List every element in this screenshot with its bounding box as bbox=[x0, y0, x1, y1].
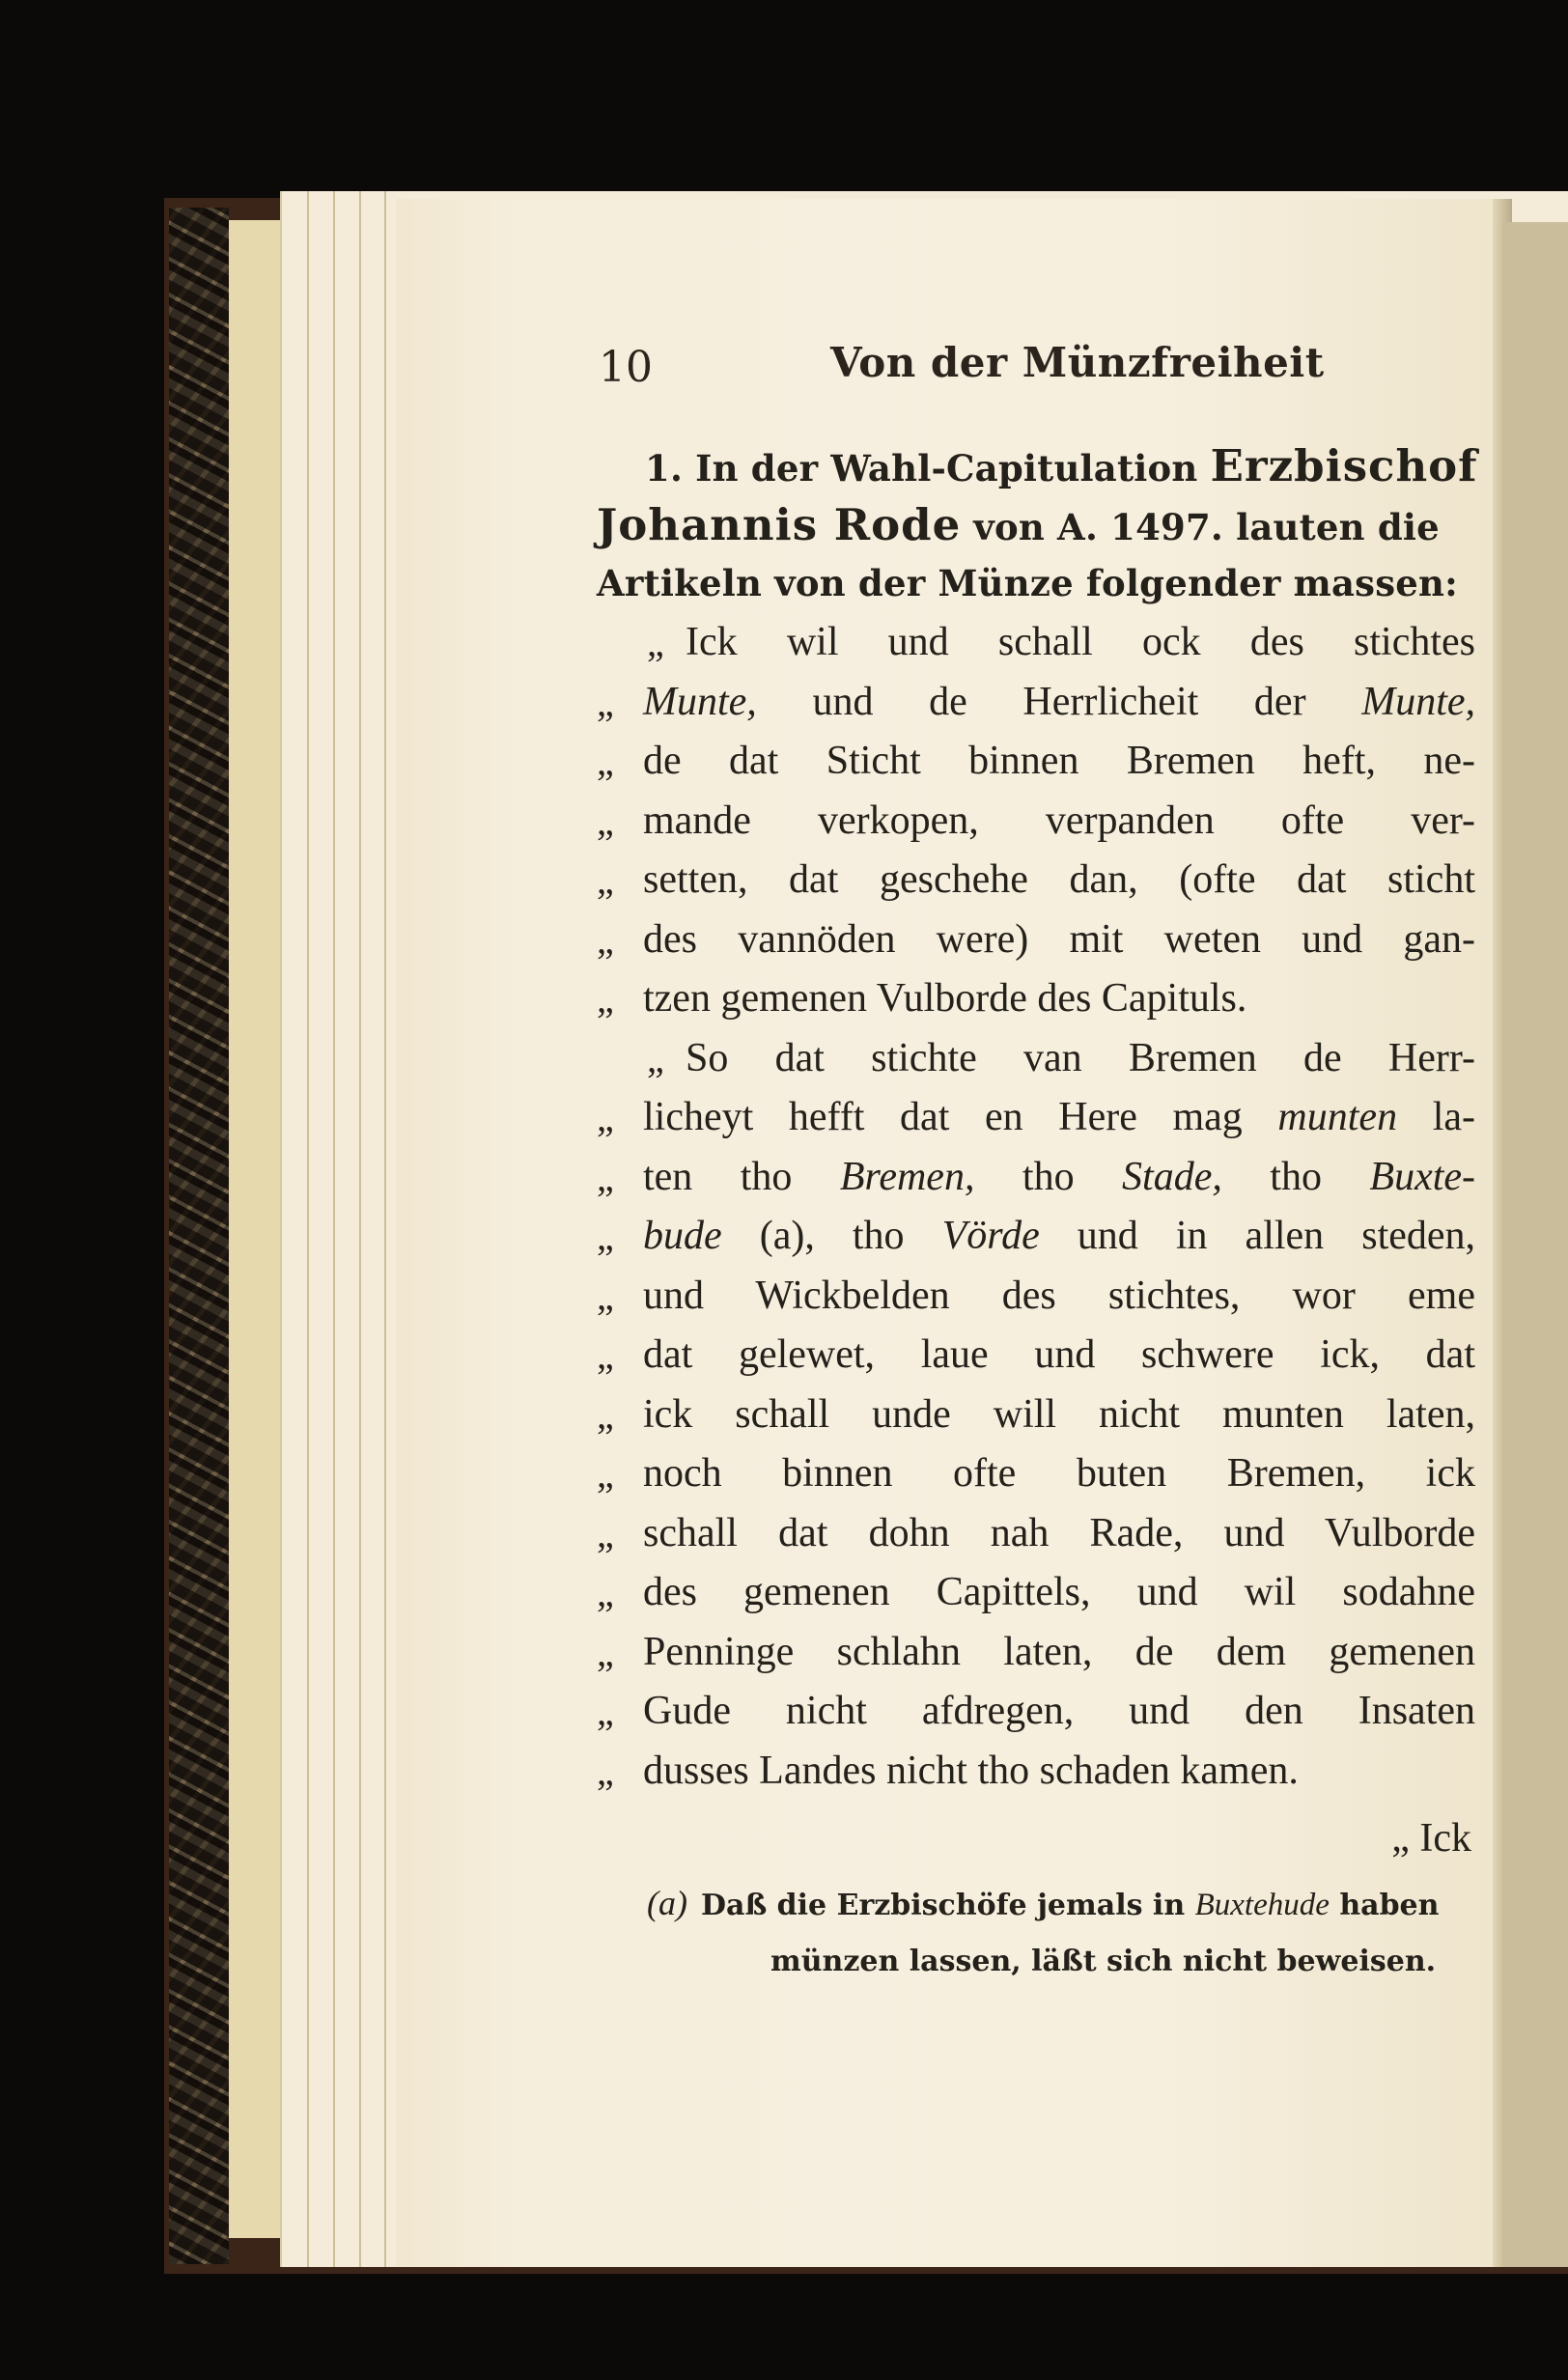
page-header bbox=[0, 339, 1483, 401]
quote-line: „ Gude nicht afdregen, und den Insaten bbox=[597, 1689, 1475, 1733]
quote-line: „ mande verkopen, verpanden ofte ver- bbox=[597, 798, 1475, 843]
quote-line: „ bude (a), tho Vörde und in allen steden, bbox=[597, 1214, 1476, 1258]
quote-line: „ und Wickbelden des stichtes, wor eme bbox=[597, 1273, 1475, 1318]
quote-line: „ licheyt hefft dat en Here mag munten la- bbox=[597, 1095, 1475, 1139]
footnote-mark: (a) bbox=[647, 1884, 687, 1922]
quote-line: „ setten, dat geschehe dan, (ofte dat sticht bbox=[597, 857, 1475, 902]
running-head: Von der Münzfreiheit bbox=[830, 339, 1325, 386]
intro-emphasis: Erzbischof bbox=[1210, 440, 1478, 491]
quote-line: „ Munte, und de Herrlicheit der Munte, bbox=[597, 679, 1476, 724]
quote-line: „ tzen gemenen Vulborde des Capituls. bbox=[597, 976, 1247, 1021]
quote-line: „ dat gelewet, laue und schwere ick, dat bbox=[597, 1332, 1475, 1377]
page-stack-line bbox=[307, 191, 309, 2267]
intro-line bbox=[597, 436, 1478, 495]
intro-line bbox=[597, 495, 1475, 554]
quote-line: „ de dat Sticht binnen Bremen heft, ne- bbox=[597, 739, 1475, 783]
quote-line: „ Ick wil und schall ock des stichtes bbox=[647, 620, 1475, 664]
catchword: „ Ick bbox=[1391, 1816, 1471, 1861]
quote-line: „ ick schall unde will nicht munten laten, bbox=[597, 1391, 1475, 1437]
intro-text: Artikeln von der Münze folgender massen: bbox=[597, 562, 1458, 604]
footnote-continuation: münzen lassen, läßt sich nicht beweisen. bbox=[770, 1945, 1437, 1978]
quote-line: „ des vannöden were) mit weten und gan- bbox=[597, 916, 1475, 962]
quote-line: „ schall dat dohn nah Rade, und Vulborde bbox=[597, 1510, 1475, 1555]
page-stack-line bbox=[359, 191, 361, 2267]
body-text bbox=[597, 436, 1478, 1987]
page-number: 10 bbox=[599, 343, 653, 392]
page-stack-line bbox=[384, 191, 386, 2267]
intro-text: von A. 1497. lauten die bbox=[961, 506, 1440, 548]
quote-line: „ ten tho Bremen, tho Stade, tho Buxte- bbox=[597, 1154, 1476, 1199]
intro-line bbox=[597, 554, 1475, 613]
intro-emphasis: Johannis Rode bbox=[597, 499, 962, 550]
quote-line: „ Penninge schlahn laten, de dem gemenen bbox=[597, 1629, 1475, 1674]
intro-text: 1. In der Wahl-Capitulation bbox=[645, 447, 1211, 490]
quote-line: „ dusses Landes nicht tho schaden kamen. bbox=[597, 1748, 1299, 1793]
marbled-endpaper bbox=[169, 208, 229, 2264]
quote-line: „ So dat stichte van Bremen de Herr- bbox=[647, 1035, 1475, 1080]
facing-page-edge bbox=[1502, 222, 1568, 2267]
footnote: (a) Daß die Erzbischöfe jemals in Buxtehude haben bbox=[647, 1884, 1440, 1922]
quote-line: „ noch binnen ofte buten Bremen, ick bbox=[597, 1451, 1475, 1496]
page-stack-line bbox=[333, 191, 335, 2267]
quote-line: „ des gemenen Capittels, und wil sodahne bbox=[597, 1570, 1475, 1614]
